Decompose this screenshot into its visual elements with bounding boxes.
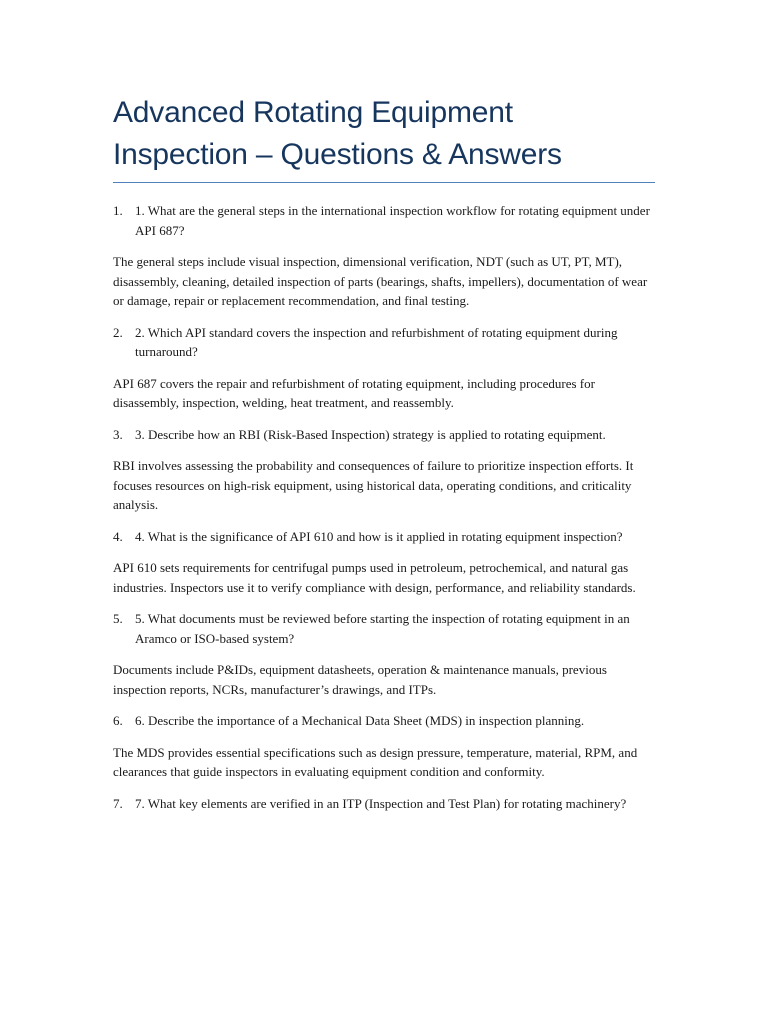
question-text: 3. Describe how an RBI (Risk-Based Inspection) strategy is applied to rotating equipment. — [135, 426, 606, 442]
question-text: 5. What documents must be reviewed before starting the inspection of rotating equipment in an Aramco or ISO-based system? — [135, 611, 630, 646]
list-number: 5. — [113, 611, 123, 626]
question-text: 1. What are the general steps in the international inspection workflow for rotating equipment under API 687? — [135, 203, 650, 238]
question — [113, 527, 655, 547]
list-number: 3. — [113, 426, 123, 442]
list-number: 6. — [113, 713, 123, 728]
question-text: 2. Which API standard covers the inspection and refurbishment of rotating equipment during turnaround? — [135, 324, 618, 359]
answer-text: Documents include P&IDs, equipment datasheets, operation & maintenance manuals, previous inspection reports, NCRs, manufacturer’s drawings, and ITPs. — [113, 662, 607, 697]
qa-item-6 — [113, 711, 655, 782]
list-number: 7. — [113, 795, 123, 811]
list-number: 1. — [113, 203, 123, 218]
answer-text: The MDS provides essential specifications such as design pressure, temperature, material, RPM, and clearances that guide inspectors in evaluating equipment condition and conformity. — [113, 744, 638, 779]
qa-item-5 — [113, 609, 655, 699]
question — [113, 323, 655, 362]
qa-item-3 — [113, 425, 655, 515]
qa-item-4 — [113, 527, 655, 598]
question — [113, 609, 655, 648]
qa-list — [113, 201, 655, 813]
answer-text: API 687 covers the repair and refurbishment of rotating equipment, including procedures for disassembly, inspection, welding, heat treatment, and reassembly. — [113, 375, 595, 410]
answer-text: RBI involves assessing the probability and consequences of failure to prioritize inspection efforts. It focuses resources on high-risk equipment, using historical data, operating conditions, and criticality analysis. — [113, 458, 634, 512]
question-text: 4. What is the significance of API 610 and how is it applied in rotating equipment inspection? — [135, 528, 623, 544]
question — [113, 794, 655, 814]
question — [113, 201, 655, 240]
qa-item-7 — [113, 794, 655, 814]
list-number: 2. — [113, 324, 123, 340]
document-title: Advanced Rotating Equipment Inspection – Questions & Answers — [113, 92, 655, 183]
question-text: 7. What key elements are verified in an ITP (Inspection and Test Plan) for rotating machinery? — [135, 795, 627, 811]
answer-text: API 610 sets requirements for centrifugal pumps used in petroleum, petrochemical, and natural gas industries. Inspectors use it to verify compliance with design, performance, and reliability standards. — [113, 560, 636, 595]
document-page — [113, 92, 655, 825]
list-number: 4. — [113, 528, 123, 544]
question-text: 6. Describe the importance of a Mechanical Data Sheet (MDS) in inspection planning. — [135, 713, 585, 728]
qa-item-1 — [113, 201, 655, 311]
answer-text: The general steps include visual inspection, dimensional verification, NDT (such as UT, PT, MT), disassembly, cleaning, detailed inspection of parts (bearings, shafts, impellers), documentation of wear or damage, repair or replacement recommendation, and final testing. — [113, 254, 648, 308]
qa-item-2 — [113, 323, 655, 413]
question — [113, 711, 655, 731]
question — [113, 425, 655, 445]
